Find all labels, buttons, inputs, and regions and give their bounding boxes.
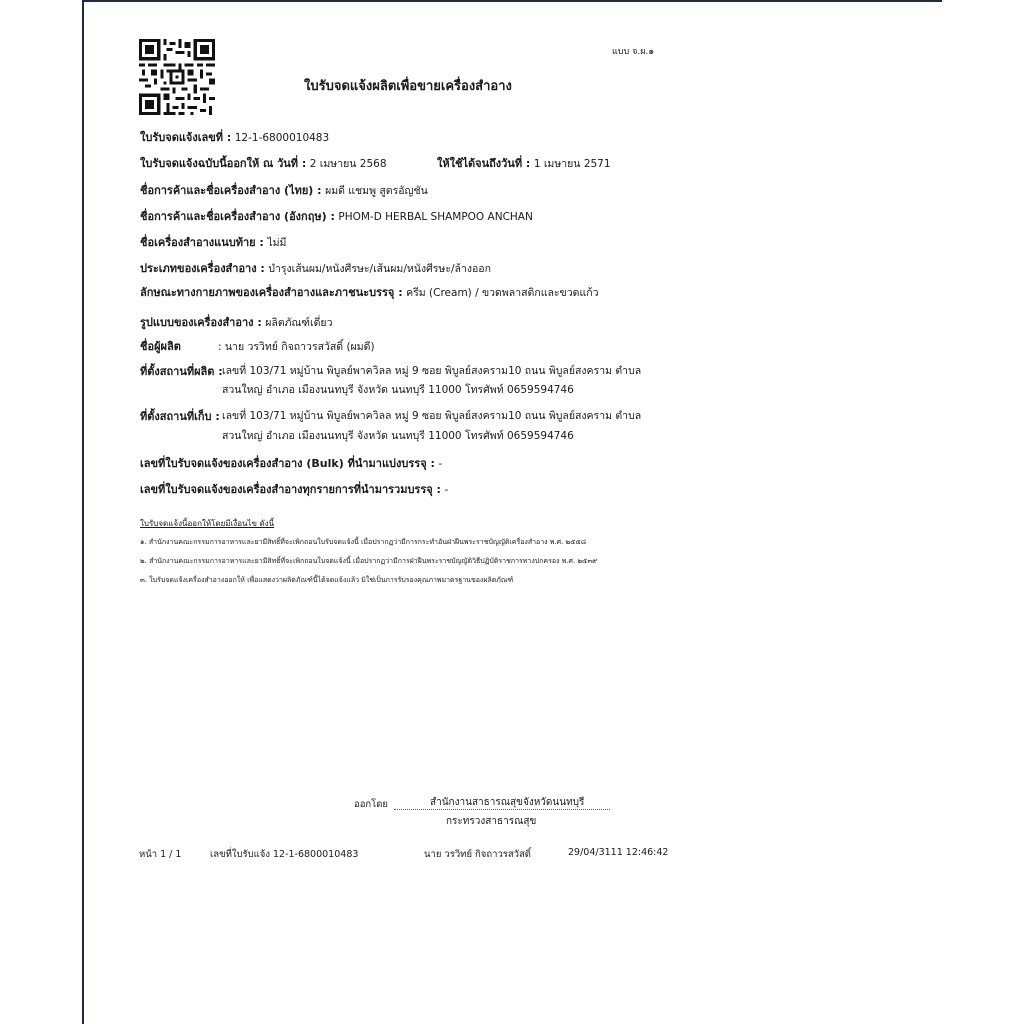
document-title: ใบรับจดแจ้งผลิตเพื่อขายเครื่องสำอาง <box>304 79 512 94</box>
receipt-number-row <box>140 128 329 146</box>
combined-receipt-value: - <box>444 484 449 496</box>
product-form-value: ผลิตภัณฑ์เดี่ยว <box>265 317 333 329</box>
cosmetic-type-label: ประเภทของเครื่องสำอาง : <box>140 262 265 275</box>
condition-item: ๓. ใบรับจดแจ้งเครื่องสำอางออกให้ เพื่อแสดงว่าผลิตภัณฑ์นี้ได้จดแจ้งแล้ว มิใช่เป็นการรับรองคุณภาพมาตรฐานของผลิตภัณฑ์ <box>140 576 514 584</box>
storage-address-label-row <box>140 407 220 425</box>
producer-label: ชื่อผู้ผลิต <box>140 340 181 353</box>
page-frame-left-border <box>82 0 84 1024</box>
footer-timestamp: 29/04/3111 12:46:42 <box>568 847 669 858</box>
valid-until-row <box>437 154 611 172</box>
name-thai-label: ชื่อการค้าและชื่อเครื่องสำอาง (ไทย) : <box>140 184 322 197</box>
conditions-heading: ใบรับจดแจ้งนี้ออกให้โดยมีเงื่อนไข ดังนี้ <box>140 519 275 528</box>
qr-code-icon <box>139 39 215 115</box>
receipt-number-label: ใบรับจดแจ้งเลขที่ : <box>140 131 232 144</box>
producer-value: : นาย วรวิทย์ กิจถาวรสวัสดิ์ (ผมดี) <box>218 341 375 353</box>
footer-receipt-reference: เลขที่ใบรับแจ้ง 12-1-6800010483 <box>210 849 359 860</box>
cosmetic-type-value: บำรุงเส้นผม/หนังศีรษะ/เส้นผม/หนังศีรษะ/ล้างออก <box>268 263 491 275</box>
factory-address-line-1: เลขที่ 103/71 หมู่บ้าน พิบูลย์พาควิลล หมู่ 9 ซอย พิบูลย์สงคราม10 ถนน พิบูลย์สงคราม ตำบล <box>222 365 642 377</box>
factory-address-line-2: สวนใหญ่ อำเภอ เมืองนนทบุรี จังหวัด นนทบุรี 11000 โทรศัพท์ 0659594746 <box>222 384 574 396</box>
factory-address-label: ที่ตั้งสถานที่ผลิต : <box>140 365 223 378</box>
suffix-name-value: ไม่มี <box>267 237 287 249</box>
name-english-value: PHOM-D HERBAL SHAMPOO ANCHAN <box>338 211 533 223</box>
bulk-receipt-label: เลขที่ใบรับจดแจ้งของเครื่องสำอาง (Bulk) ที่นำมาแบ่งบรรจุ : <box>140 457 435 470</box>
physical-form-value: ครีม (Cream) / ขวดพลาสติกและขวดแก้ว <box>406 287 599 299</box>
page-frame-top-border <box>82 0 942 2</box>
combined-receipt-label: เลขที่ใบรับจดแจ้งของเครื่องสำอางทุกรายการที่นำมารวมบรรจุ : <box>140 483 441 496</box>
cosmetic-type-row <box>140 259 491 277</box>
bulk-receipt-value: - <box>438 458 443 470</box>
physical-form-label: ลักษณะทางกายภาพของเครื่องสำอางและภาชนะบรรจุ : <box>140 286 403 299</box>
name-english-row <box>140 207 533 225</box>
product-form-label: รูปแบบของเครื่องสำอาง : <box>140 316 262 329</box>
condition-item: ๒. สำนักงานคณะกรรมการอาหารและยามีสิทธิ์ที่จะเพิกถอนใบจดแจ้งนี้ เมื่อปรากฏว่ามีการฝ่าฝืนพระราชบัญญัติวิธีปฏิบัติราชการทางปกครอง พ.ศ. ๒๕๓๙ <box>140 557 598 565</box>
storage-address-label: ที่ตั้งสถานที่เก็บ : <box>140 410 220 423</box>
factory-address-label-row <box>140 362 223 380</box>
signature-line <box>394 809 610 810</box>
valid-until-label: ให้ใช้ได้จนถึงวันที่ : <box>437 157 531 170</box>
suffix-name-label: ชื่อเครื่องสำอางแนบท้าย : <box>140 236 264 249</box>
physical-form-row <box>140 283 598 301</box>
name-thai-value: ผมดี แชมพู สูตรอัญชัน <box>325 185 428 197</box>
producer-row <box>140 337 181 355</box>
issued-date-value: 2 เมษายน 2568 <box>309 158 387 170</box>
page-number: หน้า 1 / 1 <box>139 849 182 860</box>
issuing-organization: สำนักงานสาธารณสุขจังหวัดนนทบุรี <box>430 797 585 808</box>
storage-address-line-2: สวนใหญ่ อำเภอ เมืองนนทบุรี จังหวัด นนทบุรี 11000 โทรศัพท์ 0659594746 <box>222 430 574 442</box>
receipt-number-value: 12-1-6800010483 <box>234 132 330 144</box>
valid-until-value: 1 เมษายน 2571 <box>533 158 611 170</box>
issued-date-row <box>140 154 387 172</box>
issued-by-label: ออกโดย <box>354 799 389 810</box>
product-form-row <box>140 313 332 331</box>
suffix-name-row <box>140 233 286 251</box>
bulk-receipt-row <box>140 454 442 472</box>
issued-date-label: ใบรับจดแจ้งฉบับนี้ออกให้ ณ วันที่ : <box>140 157 307 170</box>
name-thai-row <box>140 181 428 199</box>
name-english-label: ชื่อการค้าและชื่อเครื่องสำอาง (อังกฤษ) : <box>140 210 335 223</box>
storage-address-line-1: เลขที่ 103/71 หมู่บ้าน พิบูลย์พาควิลล หมู่ 9 ซอย พิบูลย์สงคราม10 ถนน พิบูลย์สงคราม ตำบล <box>222 410 642 422</box>
condition-item: ๑. สำนักงานคณะกรรมการอาหารและยามีสิทธิ์ที่จะเพิกถอนใบรับจดแจ้งนี้ เมื่อปรากฏว่ามีการกระทำอันฝ่าฝืนพระราชบัญญัติเครื่องสำอาง พ.ศ. ๒๕๕๘ <box>140 538 587 546</box>
footer-person-name: นาย วรวิทย์ กิจถาวรสวัสดิ์ <box>424 849 531 860</box>
combined-receipt-row <box>140 480 448 498</box>
ministry-name: กระทรวงสาธารณสุข <box>446 816 537 827</box>
form-code: แบบ จ.ผ.๑ <box>612 47 655 57</box>
